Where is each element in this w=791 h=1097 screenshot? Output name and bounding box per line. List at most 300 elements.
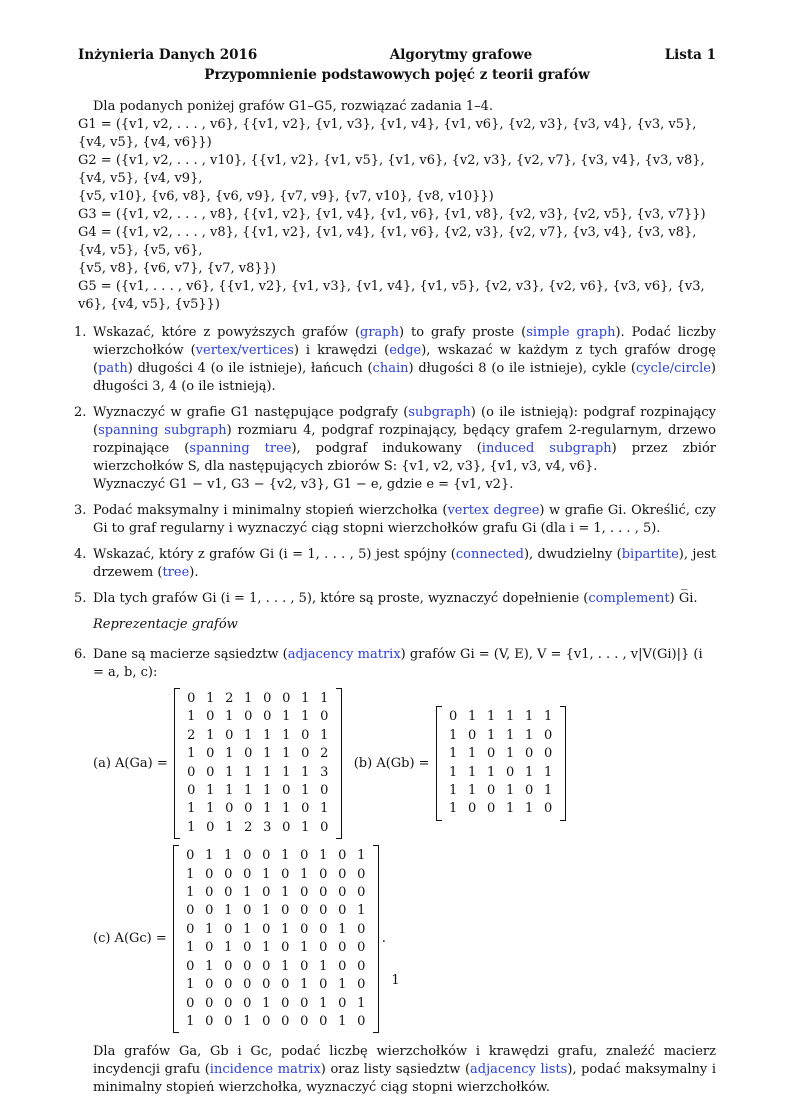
matrix-cell: 1	[206, 801, 215, 817]
matrix-cell: 0	[338, 958, 347, 974]
matrix-cell: 1	[543, 783, 553, 799]
matrix-cell: 0	[262, 958, 271, 974]
graph-definition: G3 = ({v1, v2, . . . , v8}, {{v1, v2}, {v1, v4}, {v1, v6}, {v1, v8}, {v2, v3}, {v2, v5}, {v3, v7}})	[78, 207, 706, 222]
task-text: ) rozmiaru 4, podgraf rozpinający, będący grafem 2-regularnym, drzewo rozpinające (	[93, 423, 716, 456]
matrix-cell: 0	[486, 783, 496, 799]
matrix-cell: 1	[225, 746, 234, 762]
matrix-cell: 0	[357, 977, 366, 993]
matrix-b-label: (b) A(Gb) =	[353, 755, 430, 771]
task-text: ), podgraf indukowany (	[291, 441, 482, 456]
matrix-cell: 1	[186, 1013, 195, 1029]
final-instructions	[93, 1043, 716, 1097]
matrix-cell: 1	[263, 801, 272, 817]
matrix-cell: 0	[205, 903, 214, 919]
matrix-cell: 0	[243, 866, 252, 882]
graph-definition: {v5, v8}, {v6, v7}, {v7, v8}})	[78, 261, 276, 276]
matrix-cell: 1	[300, 977, 309, 993]
matrix-cell: 1	[301, 691, 310, 706]
matrix-cell: 1	[467, 709, 477, 725]
task-text: ), podać maksymalny i minimalny stopień wierzchołka, wyznaczyć ciąg stopni wierzchołków.	[93, 1062, 716, 1096]
term-link-tree[interactable]: tree	[162, 565, 190, 580]
matrix-cell: 0	[338, 940, 347, 956]
matrix-cell: 1	[505, 801, 515, 817]
matrix-cell: 0	[357, 1013, 366, 1029]
matrix-cell: 0	[262, 977, 271, 993]
task-text: Dane są macierze sąsiedztw (	[93, 647, 288, 662]
matrix-cell: 0	[224, 866, 233, 882]
matrix-cell: 1	[187, 819, 196, 835]
matrix-cell: 0	[300, 921, 309, 937]
matrix-c-row	[181, 884, 371, 902]
matrix-c-row	[181, 902, 371, 920]
matrix-cell: 0	[243, 958, 252, 974]
matrix-c	[173, 845, 379, 1033]
matrix-cell: 0	[300, 958, 309, 974]
matrix-cell: 1	[282, 727, 291, 743]
graph-definition: G4 = ({v1, v2, . . . , v8}, {{v1, v2}, {v1, v4}, {v1, v6}, {v2, v3}, {v2, v7}, {v3, v4}, {v3, v8}, {v4, v5}, {v5, v6},	[78, 225, 697, 258]
task-text: ) to grafy proste (	[399, 325, 527, 340]
matrix-cell: 3	[320, 764, 329, 780]
task-text: ) długości 8 (o ile istnieje), cykle (	[408, 361, 636, 376]
term-link-edge[interactable]: edge	[389, 343, 422, 358]
matrix-cell: 0	[282, 691, 291, 706]
task-text: ) (o ile istnieją): podgraf rozpinający (	[93, 405, 716, 438]
matrix-a-row	[182, 690, 334, 708]
matrix-b	[436, 706, 566, 820]
matrix-cell: 1	[505, 746, 515, 762]
term-link-cycle[interactable]: cycle/circle	[636, 361, 711, 376]
task-text: ) długości 4 (o ile istnieje), łańcuch (	[127, 361, 373, 376]
matrix-cell: 0	[301, 746, 310, 762]
matrix-cell: 0	[186, 903, 195, 919]
task-2-line2: Wyznaczyć G1 − v1, G3 − {v2, v3}, G1 − e, gdzie e = {v1, v2}.	[93, 477, 514, 492]
matrix-cell: 1	[187, 801, 196, 817]
matrix-cell: 1	[282, 746, 291, 762]
term-link-subgraph[interactable]: subgraph	[408, 405, 471, 420]
matrix-cell: 0	[224, 1013, 233, 1029]
graph-definition: G2 = ({v1, v2, . . . , v10}, {{v1, v2}, {v1, v5}, {v1, v6}, {v2, v3}, {v2, v7}, {v3, v4}, {v3, v8}, {v4, v5}, {v4, v9},	[78, 153, 705, 186]
matrix-cell: 0	[263, 691, 272, 706]
matrix-c-row	[181, 866, 371, 884]
matrix-cell: 0	[206, 819, 215, 835]
task-1	[74, 324, 716, 396]
task-4	[74, 546, 716, 582]
matrix-a-row	[182, 782, 334, 800]
matrix-cell: 1	[262, 995, 271, 1011]
matrix-cell: 0	[300, 1013, 309, 1029]
matrix-cell: 1	[243, 921, 252, 937]
intro-text: Dla podanych poniżej grafów G1–G5, rozwiązać zadania 1–4.	[93, 99, 494, 114]
matrix-cell: 0	[243, 995, 252, 1011]
matrix-cell: 0	[543, 746, 553, 762]
matrix-cell: 1	[338, 921, 347, 937]
matrix-cell: 1	[448, 801, 458, 817]
matrix-c-period: .	[381, 931, 386, 947]
task-number: 5.	[74, 591, 87, 606]
matrix-cell: 1	[281, 848, 290, 864]
matrix-cell: 2	[225, 691, 234, 706]
matrix-cell: 1	[486, 764, 496, 780]
task-number: 6.	[74, 647, 87, 662]
matrix-cell: 0	[262, 885, 271, 901]
task-text: Wskazać, który z grafów Gi (i = 1, . . . , 5) jest spójny (	[93, 547, 456, 562]
matrix-cell: 1	[244, 783, 253, 799]
matrix-cell: 1	[505, 727, 515, 743]
matrix-cell: 1	[301, 819, 310, 835]
matrix-cell: 1	[205, 958, 214, 974]
matrix-cell: 1	[282, 801, 291, 817]
matrix-c-label: (c) A(Gc) =	[93, 931, 167, 947]
matrix-cell: 1	[338, 977, 347, 993]
task-text: ) długości 3, 4 (o ile istnieją).	[93, 361, 716, 394]
matrix-cell: 0	[225, 727, 234, 743]
matrix-c-row	[181, 939, 371, 957]
matrix-cell: 0	[319, 977, 328, 993]
matrix-cell: 0	[224, 977, 233, 993]
matrix-cell: 1	[244, 691, 253, 706]
matrix-cell: 0	[205, 977, 214, 993]
matrix-cell: 1	[486, 709, 496, 725]
matrix-a-row	[182, 708, 334, 726]
task-text: ). Podać liczby wierzchołków (	[93, 325, 716, 358]
matrix-row-ab	[93, 688, 716, 839]
graph-definition: G1 = ({v1, v2, . . . , v6}, {{v1, v2}, {v1, v3}, {v1, v4}, {v1, v6}, {v2, v3}, {v3, v4}, {v3, v5}, {v4, v5}, {v4, v6}})	[78, 117, 697, 150]
matrix-cell: 1	[357, 995, 366, 1011]
graph-definition: {v5, v10}, {v6, v8}, {v6, v9}, {v7, v9}, {v7, v10}, {v8, v10}})	[78, 189, 494, 204]
matrix-cell: 1	[467, 764, 477, 780]
matrix-c-row	[181, 921, 371, 939]
term-link-graph[interactable]: graph	[360, 325, 399, 340]
matrix-cell: 0	[338, 848, 347, 864]
matrix-cell: 0	[281, 977, 290, 993]
section-heading: Reprezentacje grafów	[93, 617, 238, 632]
matrix-row-c	[93, 845, 716, 1033]
matrix-cell: 1	[282, 709, 291, 725]
matrix-a-row	[182, 727, 334, 745]
matrix-cell: 0	[205, 995, 214, 1011]
matrix-cell: 1	[543, 709, 553, 725]
matrix-cell: 1	[243, 885, 252, 901]
term-link-path[interactable]: path	[98, 361, 128, 376]
matrix-cell: 1	[448, 746, 458, 762]
matrix-cell: 1	[319, 958, 328, 974]
matrix-c-row	[181, 995, 371, 1013]
matrix-cell: 0	[225, 801, 234, 817]
matrix-cell: 1	[224, 940, 233, 956]
task-text: Dla grafów Ga, Gb i Gc, podać liczbę wierzchołków i krawędzi grafu, znaleźć macierz incydencji grafu (	[93, 1044, 716, 1078]
matrix-cell: 0	[205, 1013, 214, 1029]
matrix-cell: 0	[186, 958, 195, 974]
task-list	[74, 324, 716, 608]
matrix-cell: 1	[301, 783, 310, 799]
matrix-a-row	[182, 764, 334, 782]
matrix-cell: 1	[281, 958, 290, 974]
matrix-cell: 3	[263, 819, 272, 835]
matrix-c-row	[181, 847, 371, 865]
matrix-cell: 0	[319, 940, 328, 956]
matrix-cell: 0	[224, 958, 233, 974]
matrix-b-row	[444, 708, 558, 726]
matrix-cell: 0	[543, 801, 553, 817]
matrix-cell: 1	[505, 783, 515, 799]
intro-block	[78, 98, 716, 314]
matrix-cell: 0	[281, 903, 290, 919]
matrix-cell: 0	[524, 746, 534, 762]
matrix-a-label: (a) A(Ga) =	[93, 755, 168, 771]
term-link-connected[interactable]: connected	[455, 547, 524, 562]
matrix-cell: 1	[262, 903, 271, 919]
matrix-a-row	[182, 819, 334, 837]
matrix-cell: 0	[186, 921, 195, 937]
matrix-cell: 1	[186, 885, 195, 901]
task-3	[74, 502, 716, 538]
matrix-cell: 1	[320, 691, 329, 706]
task-text: ).	[189, 565, 199, 580]
matrix-cell: 0	[244, 801, 253, 817]
matrix-cell: 0	[262, 921, 271, 937]
matrix-cell: 0	[224, 885, 233, 901]
matrix-cell: 1	[243, 1013, 252, 1029]
matrix-cell: 1	[225, 819, 234, 835]
matrix-cell: 0	[301, 727, 310, 743]
matrix-cell: 0	[543, 727, 553, 743]
matrix-cell: 0	[262, 848, 271, 864]
matrix-cell: 1	[205, 848, 214, 864]
matrix-cell: 0	[357, 958, 366, 974]
matrix-cell: 0	[281, 1013, 290, 1029]
matrix-a	[174, 688, 342, 839]
matrix-cell: 1	[467, 746, 477, 762]
matrix-cell: 0	[224, 921, 233, 937]
matrix-cell: 0	[300, 995, 309, 1011]
matrix-cell: 1	[187, 709, 196, 725]
task-number: 3.	[74, 503, 87, 518]
matrix-cell: 0	[319, 921, 328, 937]
matrix-cell: 1	[320, 727, 329, 743]
matrix-cell: 0	[524, 783, 534, 799]
matrix-cell: 1	[225, 764, 234, 780]
term-link-chain[interactable]: chain	[372, 361, 409, 376]
task-5	[74, 590, 716, 608]
matrix-cell: 1	[524, 801, 534, 817]
matrix-cell: 1	[301, 709, 310, 725]
graph-definition: G5 = ({v1, . . . , v6}, {{v1, v2}, {v1, v3}, {v1, v4}, {v1, v5}, {v2, v3}, {v2, v6}, {v3, v6}, {v3, v6}, {v4, v5}, {v5}})	[78, 279, 705, 312]
course-name: Inżynieria Danych 2016	[78, 47, 258, 63]
matrix-cell: 1	[263, 783, 272, 799]
matrix-cell: 0	[300, 903, 309, 919]
matrix-cell: 0	[244, 709, 253, 725]
matrix-cell: 1	[224, 903, 233, 919]
matrix-cell: 1	[467, 783, 477, 799]
list-number: Lista 1	[664, 47, 716, 63]
matrix-cell: 1	[225, 709, 234, 725]
matrix-cell: 0	[320, 709, 329, 725]
matrix-cell: 0	[505, 764, 515, 780]
task-text: ) przez zbiór wierzchołków S, dla następujących zbiorów S: {v1, v2, v3}, {v1, v3, v4, v6}.	[93, 441, 716, 474]
matrix-cell: 1	[338, 1013, 347, 1029]
matrix-cell: 1	[224, 848, 233, 864]
matrix-cell: 0	[187, 783, 196, 799]
matrix-cell: 0	[338, 885, 347, 901]
matrix-cell: 0	[282, 819, 291, 835]
task-text: ) G̅i.	[669, 591, 698, 606]
matrix-cell: 1	[263, 764, 272, 780]
matrix-cell: 0	[319, 1013, 328, 1029]
matrix-cell: 0	[448, 709, 458, 725]
matrix-cell: 0	[243, 977, 252, 993]
matrix-cell: 0	[320, 783, 329, 799]
matrix-cell: 1	[524, 764, 534, 780]
matrix-cell: 0	[467, 801, 477, 817]
matrix-cell: 0	[263, 709, 272, 725]
matrix-cell: 0	[243, 940, 252, 956]
matrix-cell: 1	[319, 995, 328, 1011]
task-text: Dla tych grafów Gi (i = 1, . . . , 5), które są proste, wyznaczyć dopełnienie (	[93, 591, 589, 606]
matrix-cell: 1	[448, 727, 458, 743]
matrix-cell: 0	[244, 746, 253, 762]
term-link-incidence-matrix[interactable]: incidence matrix	[209, 1062, 321, 1078]
matrix-cell: 0	[319, 885, 328, 901]
matrix-cell: 1	[205, 921, 214, 937]
task-text: Podać maksymalny i minimalny stopień wierzchołka (	[93, 503, 448, 518]
matrix-cell: 0	[262, 1013, 271, 1029]
matrix-cell: 0	[357, 885, 366, 901]
matrix-cell: 0	[319, 866, 328, 882]
document-page	[74, 46, 716, 1097]
topic-title: Algorytmy grafowe	[389, 47, 533, 63]
task-number: 4.	[74, 547, 87, 562]
matrix-cell: 1	[281, 921, 290, 937]
matrix-cell: 1	[187, 746, 196, 762]
task-number: 2.	[74, 405, 87, 420]
task-2	[74, 404, 716, 494]
task-text: ), jest drzewem (	[93, 547, 716, 580]
matrix-b-row	[444, 800, 558, 818]
matrix-cell: 0	[206, 746, 215, 762]
matrix-cell: 2	[187, 727, 196, 743]
matrix-cell: 0	[300, 885, 309, 901]
matrix-b-row	[444, 745, 558, 763]
matrix-cell: 0	[357, 921, 366, 937]
matrix-cell: 1	[282, 764, 291, 780]
matrix-cell: 0	[320, 819, 329, 835]
page-subtitle: Przypomnienie podstawowych pojęć z teorii grafów	[204, 67, 590, 83]
task-text: ), dwudzielny (	[523, 547, 622, 562]
term-link-vertex[interactable]: vertex/vertices	[195, 343, 294, 358]
matrix-cell: 1	[486, 727, 496, 743]
matrix-cell: 0	[357, 940, 366, 956]
term-link-induced-subgraph[interactable]: induced subgraph	[481, 441, 612, 456]
matrix-cell: 0	[205, 885, 214, 901]
matrix-cell: 1	[263, 746, 272, 762]
matrix-b-row	[444, 764, 558, 782]
matrix-cell: 2	[320, 746, 329, 762]
task-text: Wskazać, które z powyższych grafów (	[93, 325, 361, 340]
matrix-cell: 2	[244, 819, 253, 835]
matrix-cell: 1	[262, 940, 271, 956]
matrix-cell: 1	[357, 903, 366, 919]
matrix-cell: 0	[206, 709, 215, 725]
matrix-cell: 0	[338, 995, 347, 1011]
matrix-cell: 1	[357, 848, 366, 864]
matrix-cell: 1	[225, 783, 234, 799]
matrix-cell: 1	[505, 709, 515, 725]
matrix-cell: 0	[486, 746, 496, 762]
matrix-cell: 0	[187, 764, 196, 780]
term-link-vertex-degree[interactable]: vertex degree	[447, 503, 540, 518]
matrix-cell: 1	[206, 691, 215, 706]
matrix-cell: 0	[301, 801, 310, 817]
matrix-cell: 0	[206, 764, 215, 780]
matrix-cell: 1	[448, 783, 458, 799]
task-text: Wyznaczyć w grafie G1 następujące podgrafy (	[93, 405, 409, 420]
matrix-b-row	[444, 782, 558, 800]
matrix-cell: 0	[357, 866, 366, 882]
matrix-cell: 1	[186, 940, 195, 956]
matrix-cell: 0	[243, 903, 252, 919]
term-link-bipartite[interactable]: bipartite	[621, 547, 679, 562]
matrix-cell: 0	[338, 903, 347, 919]
matrix-cell: 0	[300, 848, 309, 864]
term-link-spanning-subgraph[interactable]: spanning subgraph	[98, 423, 227, 438]
matrix-cell: 0	[205, 940, 214, 956]
matrix-cell: 1	[262, 866, 271, 882]
matrix-cell: 0	[467, 727, 477, 743]
task-text: ) grafów Gi = (V, E), V = {v1, . . . , v|V(Gi)|} (i = a, b, c):	[93, 647, 703, 680]
matrix-a-row	[182, 745, 334, 763]
matrix-cell: 0	[187, 691, 196, 706]
matrix-cell: 1	[281, 885, 290, 901]
matrix-cell: 0	[338, 866, 347, 882]
term-link-simple-graph[interactable]: simple graph	[526, 325, 616, 340]
matrix-cell: 1	[206, 727, 215, 743]
matrix-cell: 0	[186, 995, 195, 1011]
matrix-cell: 1	[319, 848, 328, 864]
matrix-cell: 1	[244, 764, 253, 780]
matrix-cell: 0	[224, 995, 233, 1011]
matrix-cell: 1	[206, 783, 215, 799]
matrix-cell: 1	[524, 709, 534, 725]
task-text: ), wskazać w każdym z tych grafów drogę (	[93, 343, 716, 376]
term-link-adjacency-lists[interactable]: adjacency lists	[470, 1062, 568, 1078]
task-6	[74, 646, 716, 1097]
matrix-cell: 0	[281, 940, 290, 956]
page-header	[78, 46, 716, 64]
matrix-cell: 1	[543, 764, 553, 780]
matrix-a-row	[182, 800, 334, 818]
matrix-cell: 1	[301, 764, 310, 780]
matrix-cell: 1	[186, 977, 195, 993]
matrix-cell: 1	[448, 764, 458, 780]
matrix-cell: 0	[319, 903, 328, 919]
task-number: 1.	[74, 325, 87, 340]
matrix-cell: 1	[300, 866, 309, 882]
term-link-adjacency-matrix[interactable]: adjacency matrix	[287, 647, 401, 662]
matrix-c-row	[181, 1013, 371, 1031]
term-link-complement[interactable]: complement	[588, 591, 670, 606]
term-link-spanning-tree[interactable]: spanning tree	[189, 441, 292, 456]
matrix-cell: 0	[281, 995, 290, 1011]
matrix-cell: 0	[486, 801, 496, 817]
matrix-cell: 1	[244, 727, 253, 743]
matrix-cell: 0	[186, 848, 195, 864]
matrix-cell: 1	[320, 801, 329, 817]
matrix-cell: 1	[186, 866, 195, 882]
matrix-cell: 1	[263, 727, 272, 743]
matrix-cell: 1	[524, 727, 534, 743]
page-number: 1	[391, 973, 400, 988]
task-text: ) i krawędzi (	[293, 343, 390, 358]
